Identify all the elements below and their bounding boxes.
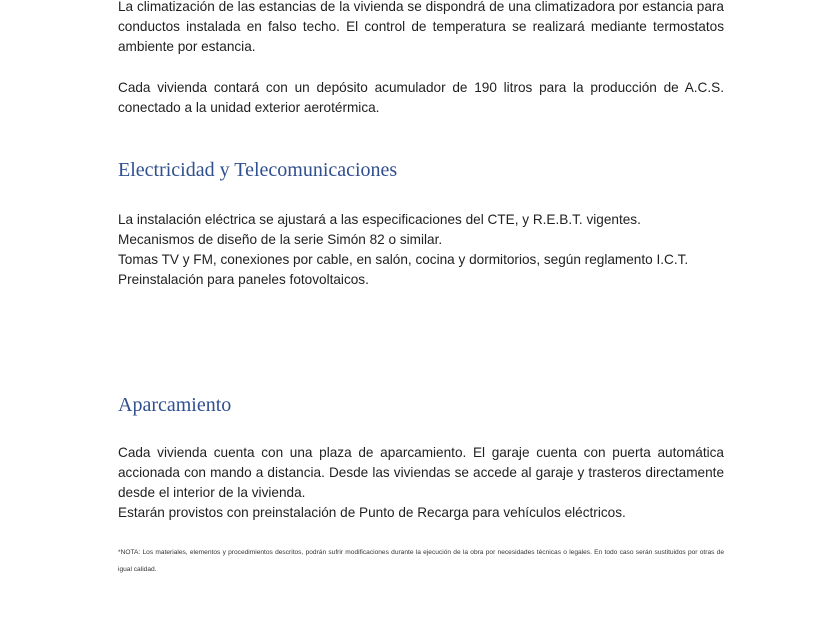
aparcamiento-heading: Aparcamiento xyxy=(118,394,232,416)
acs-paragraph: Cada vivienda contará con un depósito acumulador de 190 litros para la producción de A.C.S. conectado a la unidad exterior aerotérmica. xyxy=(118,80,724,115)
electricidad-line: Mecanismos de diseño de la serie Simón 82 o similar. xyxy=(118,232,443,247)
electricidad-line: La instalación eléctrica se ajustará a las especificaciones del CTE, y R.E.B.T. vigentes. xyxy=(118,212,641,227)
aparcamiento-line: Estarán provistos con preinstalación de Punto de Recarga para vehículos eléctricos. xyxy=(118,505,626,520)
aparcamiento-section xyxy=(118,443,724,523)
electricidad-line: Preinstalación para paneles fotovoltaicos. xyxy=(118,272,369,287)
electricidad-line: Tomas TV y FM, conexiones por cable, en salón, cocina y dormitorios, según reglamento I.C.T. xyxy=(118,252,689,267)
electricidad-section xyxy=(118,210,724,290)
climatizacion-paragraph: La climatización de las estancias de la vivienda se dispondrá de una climatizadora por estancia para conductos instalada en falso techo. El control de temperatura se realizará mediante termostatos ambiente por estancia. xyxy=(118,0,724,54)
electricidad-heading: Electricidad y Telecomunicaciones xyxy=(118,159,398,181)
nota-footnote: *NOTA: Los materiales, elementos y procedimientos descritos, podrán sufrir modificaciones durante la ejecución de la obra por necesidades técnicas o legales. En todo caso serán sustituidos por otras de igual calidad. xyxy=(118,549,724,573)
aparcamiento-paragraph: Cada vivienda cuenta con una plaza de aparcamiento. El garaje cuenta con puerta automática accionada con mando a distancia. Desde las viviendas se accede al garaje y trasteros directamente desde el interior de la vivienda. xyxy=(118,445,724,500)
